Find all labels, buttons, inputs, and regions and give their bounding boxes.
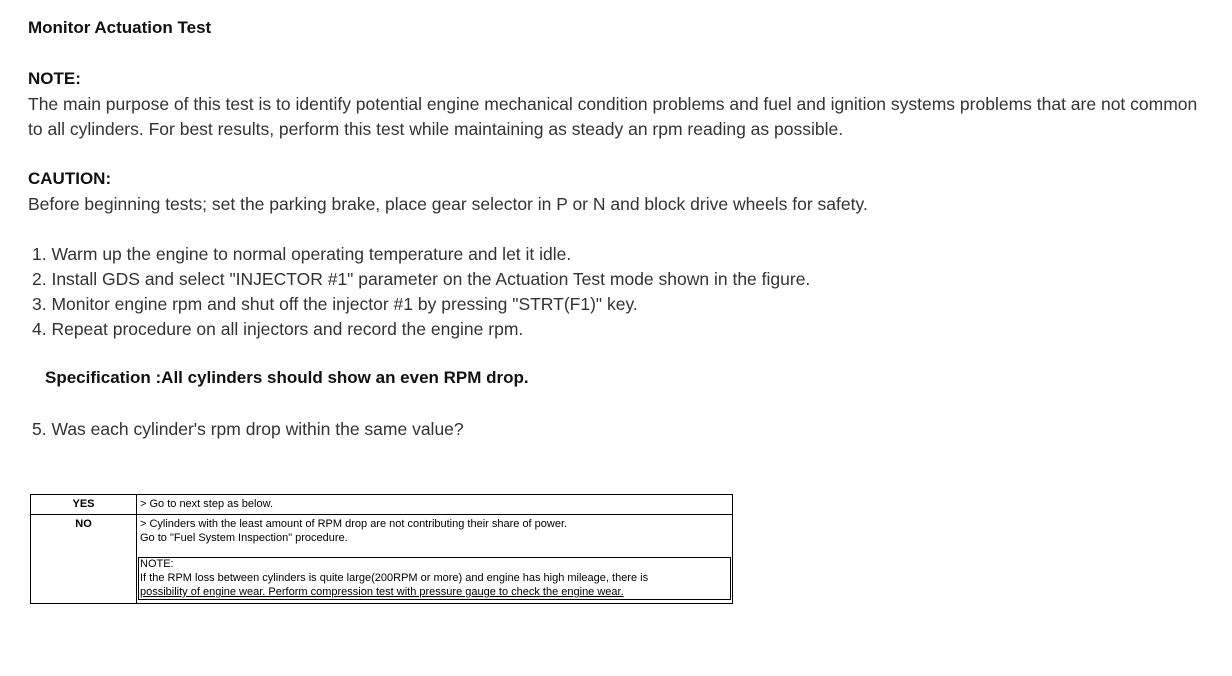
no-text-line-1: > Cylinders with the least amount of RPM drop are not contributing their share of power. xyxy=(140,518,568,530)
caution-label: CAUTION: xyxy=(28,169,112,188)
step-2: 2. Install GDS and select "INJECTOR #1" parameter on the Actuation Test mode shown in the figure. xyxy=(32,269,811,289)
yes-key: YES xyxy=(72,498,95,510)
note-text-line-2: to all cylinders. For best results, perform this test while maintaining as steady an rpm reading as possible. xyxy=(28,119,844,139)
caution-text: Before beginning tests; set the parking brake, place gear selector in P or N and block drive wheels for safety. xyxy=(28,194,868,214)
result-table xyxy=(30,494,733,604)
yes-text: > Go to next step as below. xyxy=(140,498,273,510)
specification-text: Specification :All cylinders should show an even RPM drop. xyxy=(45,368,529,387)
table-row-divider xyxy=(31,514,732,515)
step-5-question: 5. Was each cylinder's rpm drop within the same value? xyxy=(32,419,464,439)
page-title: Monitor Actuation Test xyxy=(28,18,212,37)
table-column-divider xyxy=(136,495,137,603)
inner-note-label: NOTE: xyxy=(140,558,174,570)
inner-note-line-2: possibility of engine wear. Perform compression test with pressure gauge to check the engine wear. xyxy=(140,586,624,598)
step-3: 3. Monitor engine rpm and shut off the injector #1 by pressing "STRT(F1)" key. xyxy=(32,294,638,314)
note-text-line-1: The main purpose of this test is to identify potential engine mechanical condition problems and fuel and ignition systems problems that are not common xyxy=(28,94,1198,114)
step-1: 1. Warm up the engine to normal operating temperature and let it idle. xyxy=(32,244,572,264)
no-key: NO xyxy=(75,518,92,530)
inner-note-box xyxy=(138,557,731,600)
inner-note-line-1: If the RPM loss between cylinders is quite large(200RPM or more) and engine has high mileage, there is xyxy=(140,572,649,584)
no-text-line-2: Go to "Fuel System Inspection" procedure. xyxy=(140,532,348,544)
step-4: 4. Repeat procedure on all injectors and record the engine rpm. xyxy=(32,319,524,339)
note-label: NOTE: xyxy=(28,69,81,88)
